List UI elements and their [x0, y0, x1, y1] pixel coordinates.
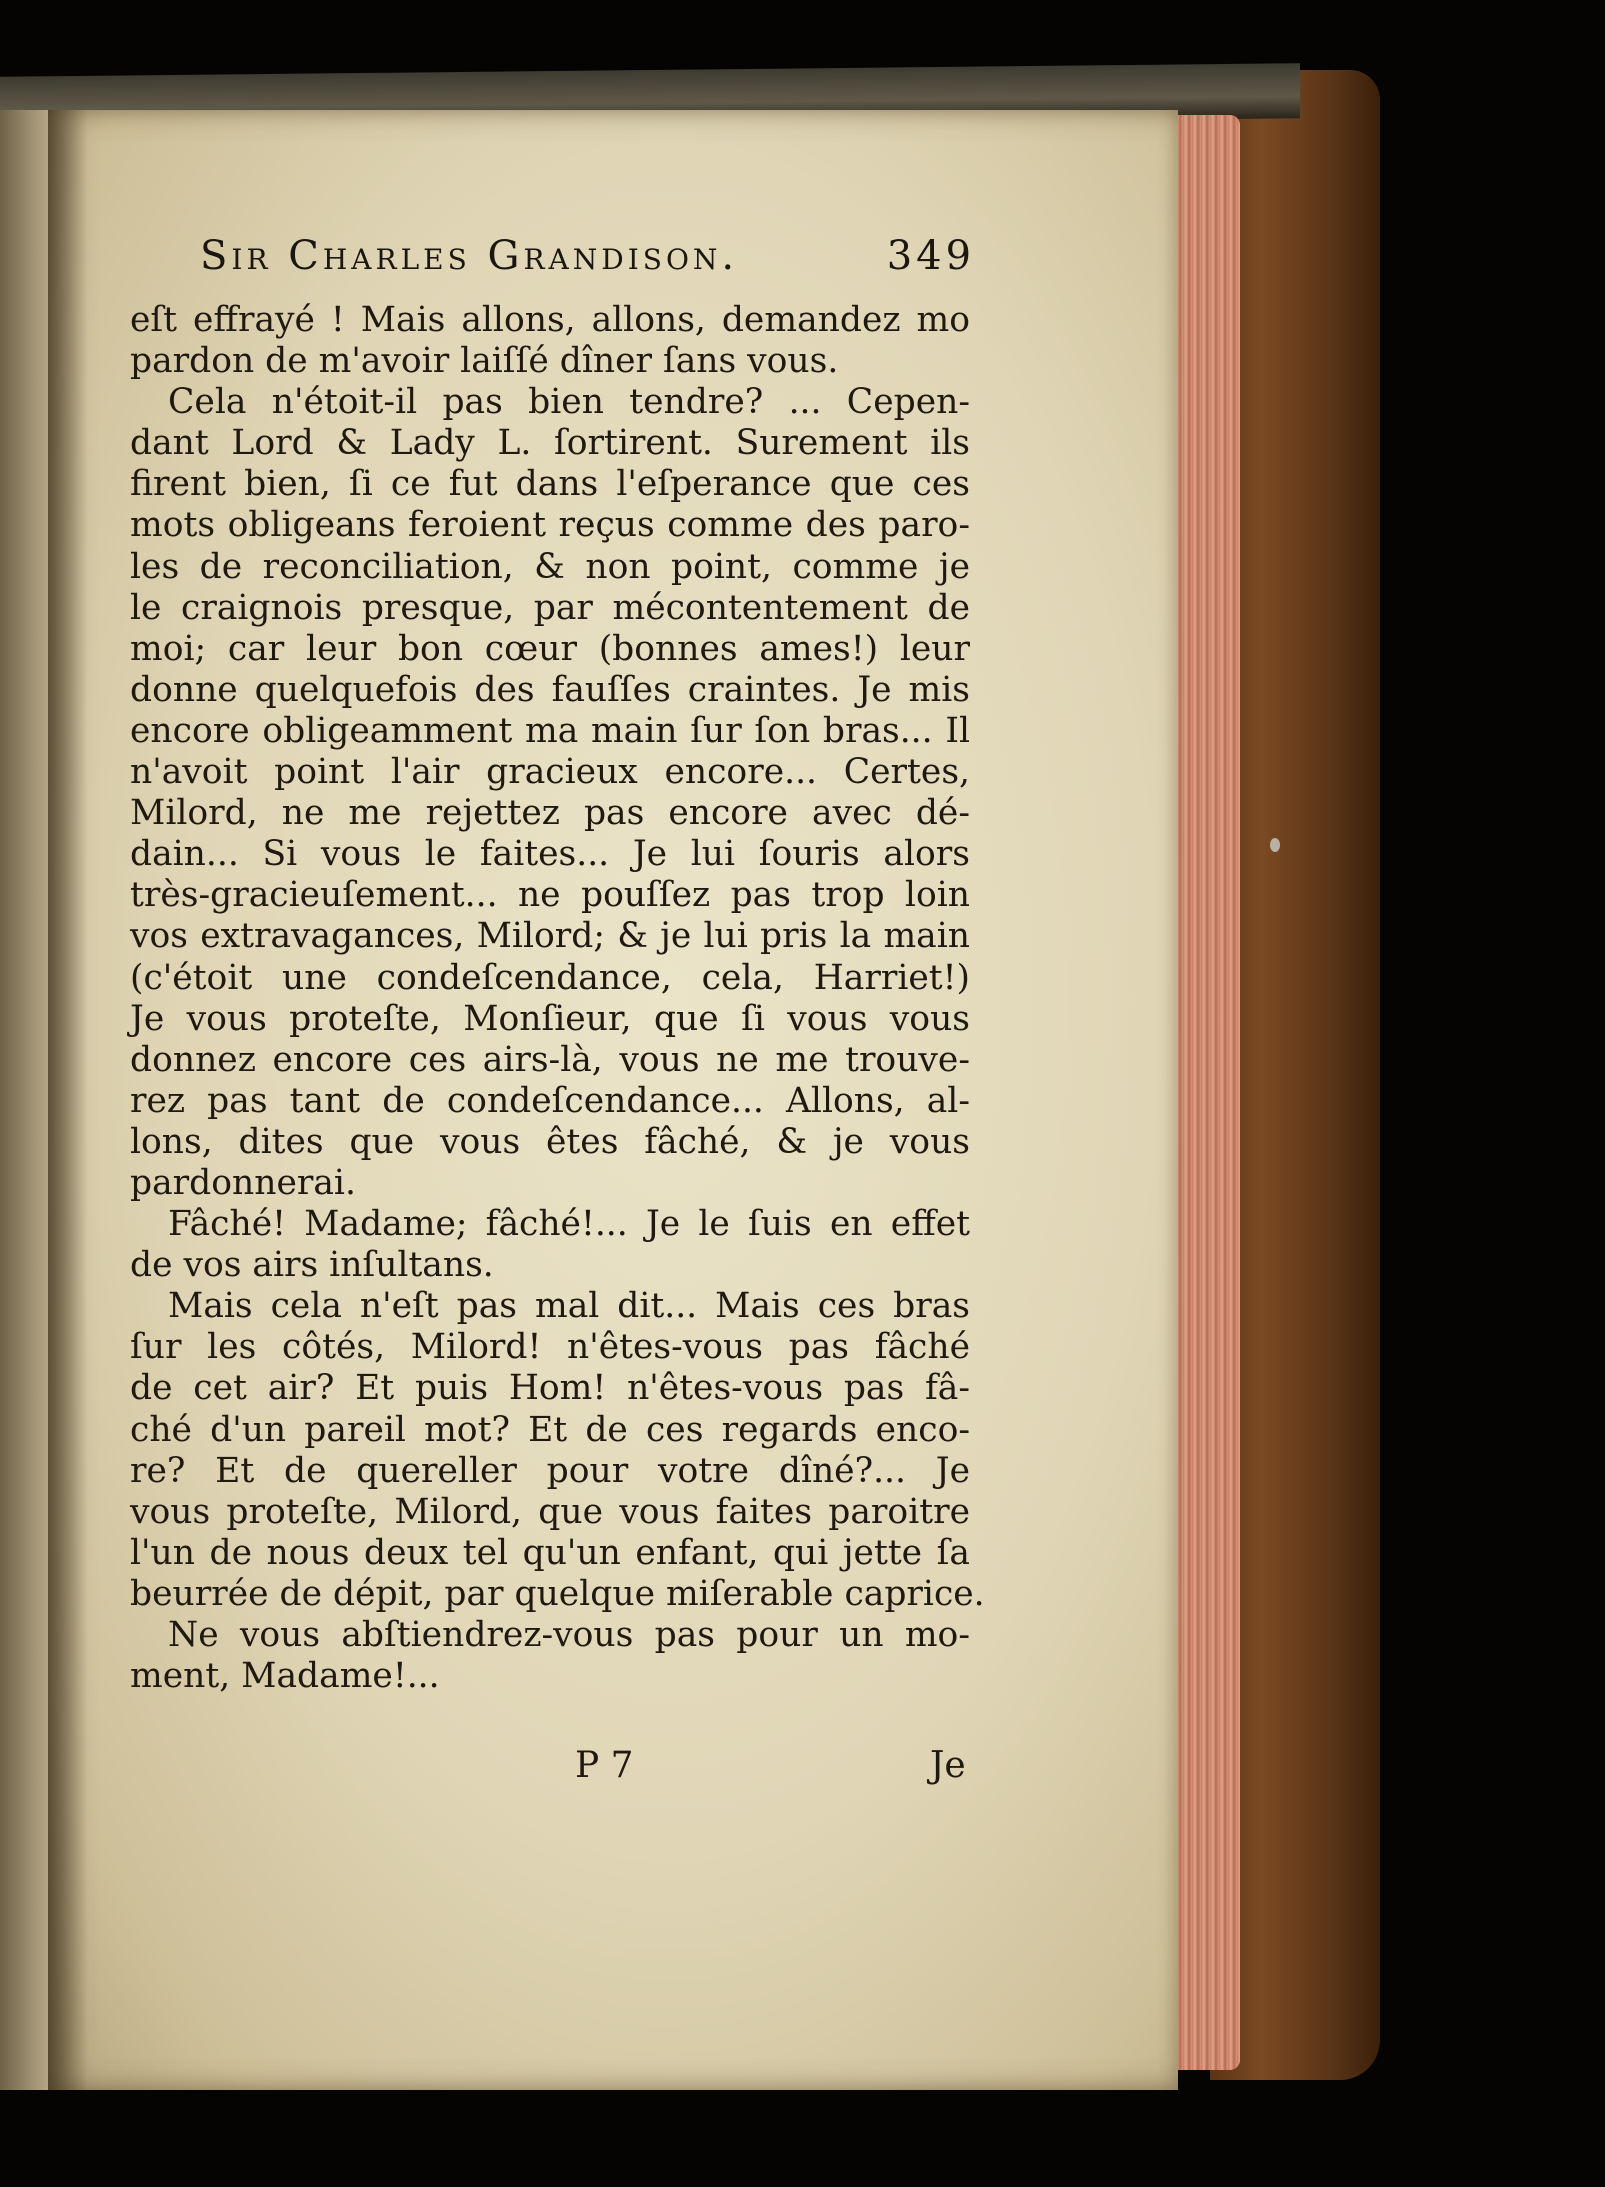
running-head-title: Sir Charles Grandison. [200, 233, 739, 279]
text-line: Mais cela n'eſt pas mal dit... Mais ces bras [168, 1286, 970, 1327]
text-line: Fâché! Madame; fâché!... Je le ſuis en effet [168, 1204, 970, 1245]
text-line: beurrée de dépit, par quelque miſerable caprice. [130, 1573, 985, 1614]
text-line: encore obligeamment ma main ſur ſon bras... Il [130, 710, 970, 751]
text-line: (c'étoit une condeſcendance, cela, Harriet!) [130, 957, 970, 998]
text-line: n'avoit point l'air gracieux encore... Certes, [130, 752, 970, 793]
text-line: donne quelquefois des fauſſes craintes. Je mis [130, 669, 970, 710]
text-line: eſt effrayé ! Mais allons, allons, demandez mo [130, 300, 970, 340]
text-line: vous proteſte, Milord, que vous faites paroitre [130, 1491, 970, 1532]
text-line: ché d'un pareil mot? Et de ces regards enco- [130, 1409, 970, 1450]
text-line: lons, dites que vous êtes fâché, & je vous [130, 1121, 970, 1162]
text-line: ſur les côtés, Milord! n'êtes-vous pas fâché [130, 1327, 970, 1368]
text-line: très-gracieuſement... ne pouſſez pas trop loin [130, 875, 970, 916]
text-line: Je vous proteſte, Monſieur, que ſi vous vous [130, 998, 970, 1039]
text-line: de cet air? Et puis Hom! n'êtes-vous pas fâ- [130, 1368, 970, 1409]
text-line: re? Et de quereller pour votre dîné?... Je [130, 1450, 970, 1491]
page-number: 349 [886, 233, 976, 279]
text-line: pardonnerai. [130, 1162, 356, 1203]
text-line: firent bien, ſi ce fut dans l'eſperance que ces [130, 464, 970, 505]
text-line: dant Lord & Lady L. ſortirent. Surement ils [130, 423, 970, 464]
text-line: de vos airs inſultans. [130, 1245, 494, 1286]
text-line: Cela n'étoit-il pas bien tendre? ... Cepen- [168, 382, 970, 423]
text-line: l'un de nous deux tel qu'un enfant, qui jette ſa [130, 1532, 970, 1573]
text-line: le craignois presque, par mécontentement de [130, 587, 970, 628]
text-line: ment, Madame!... [130, 1656, 440, 1697]
text-line: Ne vous abſtiendrez-vous pas pour un mo- [168, 1615, 970, 1655]
text-line: moi; car leur bon cœur (bonnes ames!) leur [130, 628, 970, 669]
text-line: vos extravagances, Milord; & je lui pris la main [130, 916, 970, 957]
catchword: Je [930, 1745, 966, 1786]
gutter-shadow [48, 110, 88, 2090]
paper-speck [1270, 838, 1280, 852]
text-line: Milord, ne me rejettez pas encore avec dé- [130, 793, 970, 834]
body-text [130, 300, 985, 1697]
text-line: pardon de m'avoir laiſſé dîner ſans vous. [130, 341, 839, 382]
text-line: les de reconciliation, & non point, comme je [130, 546, 970, 587]
running-head [200, 233, 976, 279]
text-line: dain... Si vous le faites... Je lui ſouris alors [130, 834, 970, 875]
signature-mark: P 7 [575, 1745, 634, 1786]
text-line: mots obligeans feroient reçus comme des paro- [130, 505, 970, 546]
text-line: donnez encore ces airs-là, vous ne me trouve- [130, 1039, 970, 1080]
text-line: rez pas tant de condeſcendance... Allons, al- [130, 1080, 970, 1121]
